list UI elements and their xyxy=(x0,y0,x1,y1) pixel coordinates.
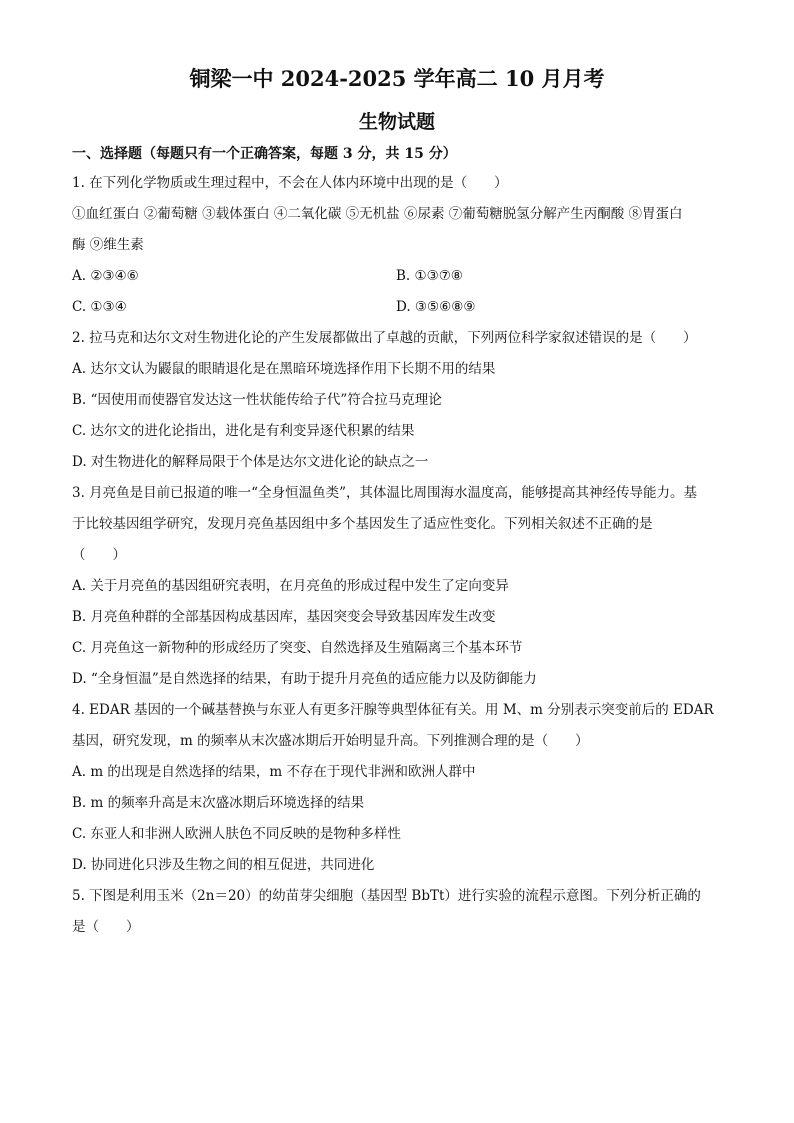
question-1-option-d[interactable]: D. ③⑤⑥⑧⑨ xyxy=(396,299,476,315)
exam-title: 铜梁一中 2024-2025 学年高二 10 月月考 xyxy=(189,66,605,91)
question-1-stem-line-3: 酶 ⑨维生素 xyxy=(72,237,144,253)
question-1-stem-line-2: ①血红蛋白 ②葡萄糖 ③载体蛋白 ④二氧化碳 ⑤无机盐 ⑥尿素 ⑦葡萄糖脱氢分解产生丙酮酸 ⑧胃蛋白 xyxy=(72,206,683,222)
exam-subtitle: 生物试题 xyxy=(358,111,435,133)
section-heading: 一、选择题（每题只有一个正确答案，每题 3 分，共 15 分） xyxy=(72,146,457,162)
question-2-stem-line-1: 2. 拉马克和达尔文对生物进化论的产生发展都做出了卓越的贡献，下列两位科学家叙述错误的是（ ） xyxy=(72,330,697,346)
question-1 xyxy=(72,168,722,323)
question-3-option-a[interactable]: A. 关于月亮鱼的基因组研究表明，在月亮鱼的形成过程中发生了定向变异 xyxy=(72,578,509,594)
question-2-option-d[interactable]: D. 对生物进化的解释局限于个体是达尔文进化论的缺点之一 xyxy=(72,454,429,470)
question-4-stem-line-2: 基因，研究发现，m 的频率从末次盛冰期后开始明显升高。下列推测合理的是（ ） xyxy=(72,733,589,749)
question-4-option-d[interactable]: D. 协同进化只涉及生物之间的相互促进，共同进化 xyxy=(72,857,375,873)
question-5-stem-line-1: 5. 下图是利用玉米（2n＝20）的幼苗芽尖细胞（基因型 BbTt）进行实验的流程示意图。下列分析正确的 xyxy=(72,888,701,904)
question-2-option-a[interactable]: A. 达尔文认为鼹鼠的眼睛退化是在黑暗环境选择作用下长期不用的结果 xyxy=(72,361,496,377)
question-1-stem-line-1: 1. 在下列化学物质或生理过程中，不会在人体内环境中出现的是（ ） xyxy=(72,175,508,191)
question-3-option-d[interactable]: D. “全身恒温”是自然选择的结果，有助于提升月亮鱼的适应能力以及防御能力 xyxy=(72,671,537,687)
question-3-stem-line-2: 于比较基因组学研究，发现月亮鱼基因组中多个基因发生了适应性变化。下列相关叙述不正确的是 xyxy=(72,516,653,532)
question-4-option-c[interactable]: C. 东亚人和非洲人欧洲人肤色不同反映的是物种多样性 xyxy=(72,826,401,842)
question-2-option-c[interactable]: C. 达尔文的进化论指出，进化是有利变异逐代积累的结果 xyxy=(72,423,415,439)
question-4-option-a[interactable]: A. m 的出现是自然选择的结果，m 不存在于现代非洲和欧洲人群中 xyxy=(72,764,476,780)
question-3-stem-line-3: （ ） xyxy=(72,547,126,563)
question-1-option-b[interactable]: B. ①③⑦⑧ xyxy=(396,268,463,284)
question-3-stem-line-1: 3. 月亮鱼是目前已报道的唯一“全身恒温鱼类”，其体温比周围海水温度高，能够提高其神经传导能力。基 xyxy=(72,485,697,501)
question-3 xyxy=(72,478,722,695)
question-1-options-row-2 xyxy=(72,292,722,323)
question-1-options-row-1 xyxy=(72,261,722,292)
question-4 xyxy=(72,695,722,881)
question-2 xyxy=(72,323,722,478)
question-3-option-b[interactable]: B. 月亮鱼种群的全部基因构成基因库，基因突变会导致基因库发生改变 xyxy=(72,609,496,625)
question-2-option-b[interactable]: B. “因使用而使器官发达这一性状能传给子代”符合拉马克理论 xyxy=(72,392,442,408)
question-5-stem-line-2: 是（ ） xyxy=(72,919,140,935)
question-1-option-c[interactable]: C. ①③④ xyxy=(72,299,127,315)
question-4-stem-line-1: 4. EDAR 基因的一个碱基替换与东亚人有更多汗腺等典型体征有关。用 M、m 分别表示突变前后的 EDAR xyxy=(72,702,714,718)
question-5 xyxy=(72,881,722,943)
question-1-option-a[interactable]: A. ②③④⑥ xyxy=(72,268,139,284)
question-3-option-c[interactable]: C. 月亮鱼这一新物种的形成经历了突变、自然选择及生殖隔离三个基本环节 xyxy=(72,640,523,656)
question-4-option-b[interactable]: B. m 的频率升高是末次盛冰期后环境选择的结果 xyxy=(72,795,365,811)
